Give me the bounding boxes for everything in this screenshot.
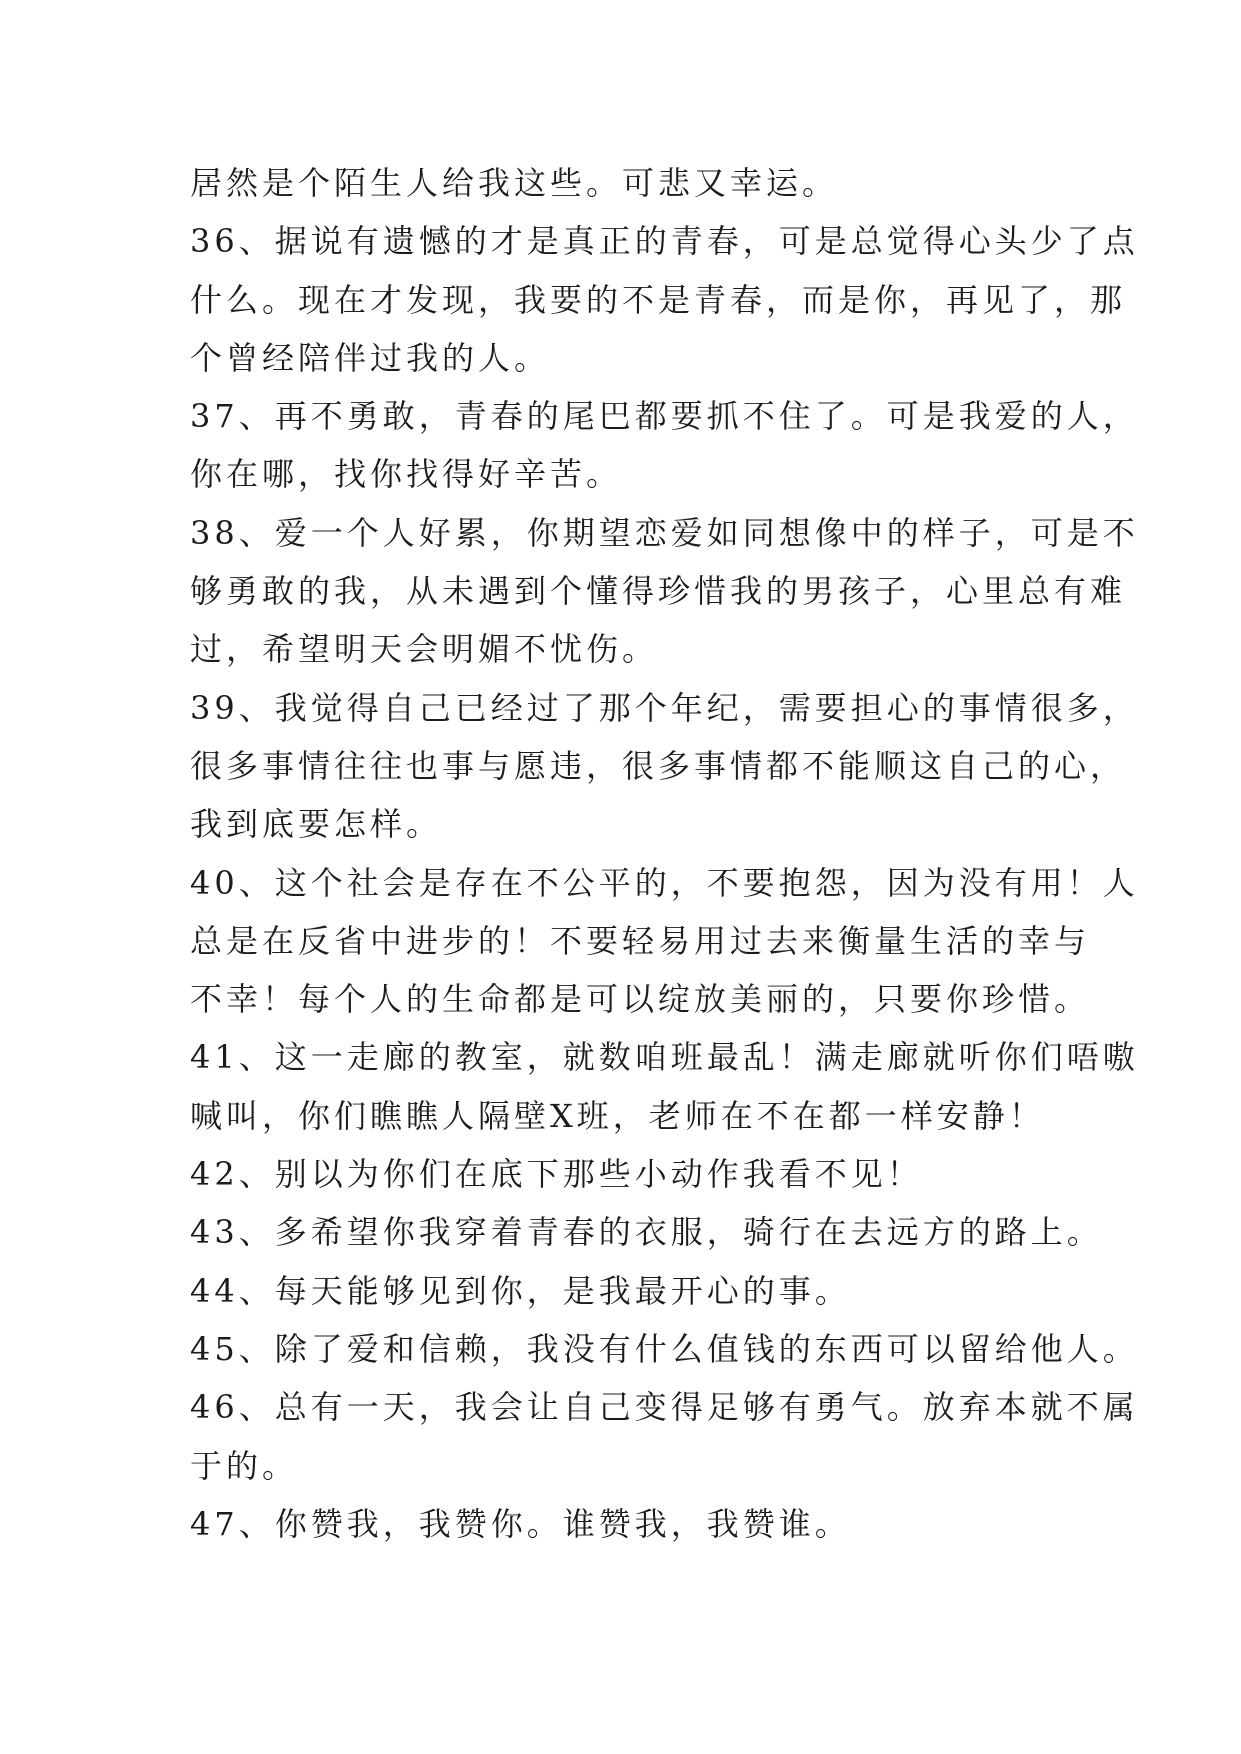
text-line: 够勇敢的我，从未遇到个懂得珍惜我的男孩子，心里总有难	[190, 572, 1127, 611]
document-body	[190, 154, 1139, 1553]
text-line: 36、据说有遗憾的才是真正的青春，可是总觉得心头少了点	[190, 222, 1139, 261]
text-line: 39、我觉得自己已经过了那个年纪，需要担心的事情很多，	[190, 688, 1139, 727]
text-line: 40、这个社会是存在不公平的，不要抱怨，因为没有用！人	[190, 863, 1139, 902]
text-line: 38、爱一个人好累，你期望恋爱如同想像中的样子，可是不	[190, 513, 1139, 552]
text-line: 我到底要怎样。	[190, 805, 443, 844]
text-line: 喊叫，你们瞧瞧人隔壁X班，老师在不在都一样安静！	[190, 1096, 1045, 1135]
text-line: 于的。	[190, 1446, 299, 1485]
text-line: 43、多希望你我穿着青春的衣服，骑行在去远方的路上。	[190, 1213, 1103, 1252]
text-line: 个曾经陪伴过我的人。	[190, 338, 551, 377]
text-line: 你在哪，找你找得好辛苦。	[190, 455, 623, 494]
text-line: 41、这一走廊的教室，就数咱班最乱！满走廊就听你们唔嗷	[190, 1038, 1139, 1077]
text-line: 很多事情往往也事与愿违，很多事情都不能顺这自己的心，	[190, 746, 1127, 785]
text-line: 47、你赞我，我赞你。谁赞我，我赞谁。	[190, 1504, 851, 1543]
text-line: 44、每天能够见到你，是我最开心的事。	[190, 1271, 851, 1310]
text-line: 居然是个陌生人给我这些。可悲又幸运。	[190, 164, 839, 202]
text-line: 37、再不勇敢，青春的尾巴都要抓不住了。可是我爱的人，	[190, 397, 1139, 436]
text-line: 45、除了爱和信赖，我没有什么值钱的东西可以留给他人。	[190, 1329, 1139, 1368]
text-line: 什么。现在才发现，我要的不是青春，而是你，再见了，那	[190, 280, 1127, 319]
text-line: 不幸！每个人的生命都是可以绽放美丽的，只要你珍惜。	[190, 980, 1091, 1019]
text-line: 总是在反省中进步的！不要轻易用过去来衡量生活的幸与	[190, 921, 1091, 960]
text-line: 42、别以为你们在底下那些小动作我看不见！	[190, 1155, 923, 1194]
text-line: 过，希望明天会明媚不忧伤。	[190, 630, 659, 669]
text-line: 46、总有一天，我会让自己变得足够有勇气。放弃本就不属	[190, 1388, 1139, 1427]
